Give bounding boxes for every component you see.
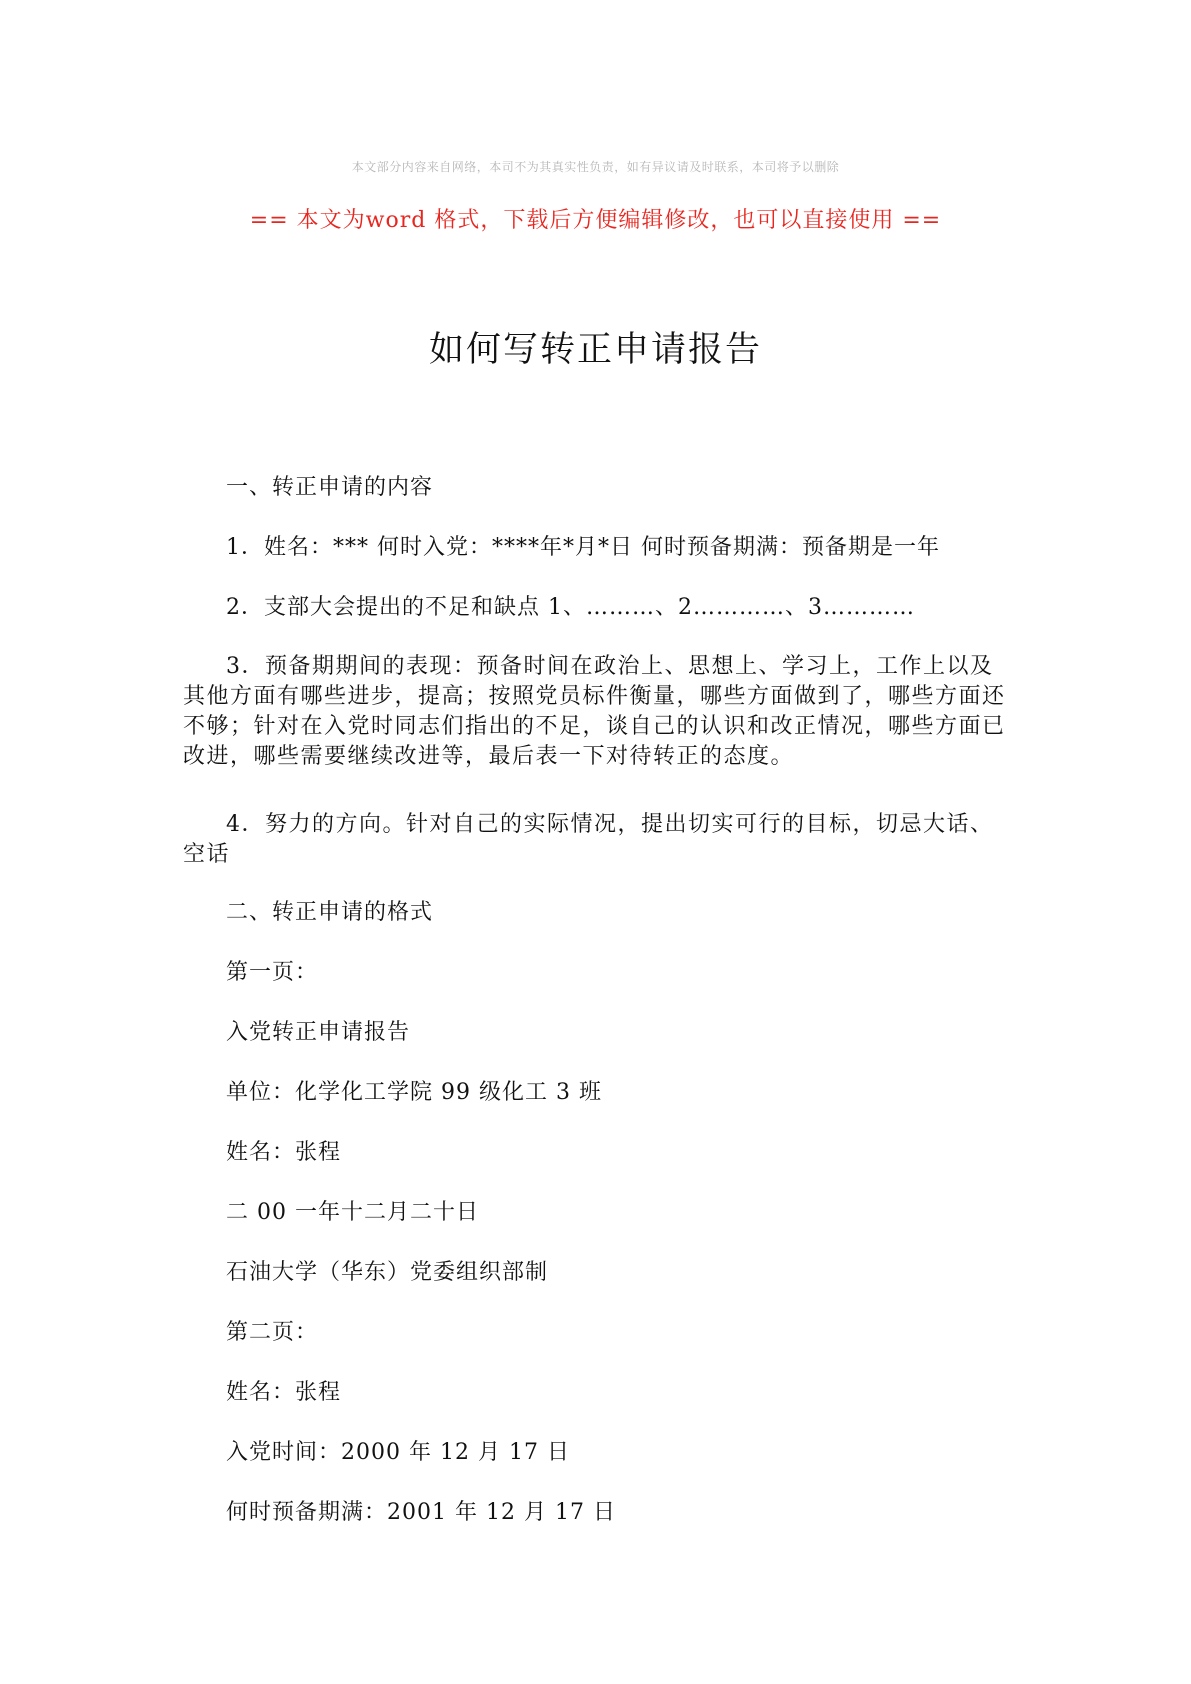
format-notice: == 本文为word 格式，下载后方便编辑修改，也可以直接使用 == (249, 208, 942, 233)
page1-label: 第一页： (226, 960, 319, 985)
name-line-2: 姓名：张程 (226, 1380, 342, 1405)
section2-heading: 二、转正申请的格式 (226, 900, 434, 925)
item-3: 3．预备期期间的表现：预备时间在政治上、思想上、学习上，工作上以及其他方面有哪些进步，提高；按照党员标件衡量，哪些方面做到了，哪些方面还不够；针对在入党时同志们指出的不足，谈自己的认识和改正情况，哪些方面已改进，哪些需要继续改进等，最后表一下对待转正的态度。 (183, 654, 1006, 769)
item-2: 2．支部大会提出的不足和缺点 1、………、2…………、3………… (226, 595, 915, 620)
name-line-1: 姓名：张程 (226, 1140, 342, 1165)
disclaimer-text: 本文部分内容来自网络，本司不为其真实性负责，如有异议请及时联系，本司将予以删除 (351, 160, 840, 174)
probation-end-line: 何时预备期满：2001 年 12 月 17 日 (226, 1500, 616, 1525)
date-line: 二 00 一年十二月二十日 (226, 1200, 479, 1225)
unit-line: 单位：化学化工学院 99 级化工 3 班 (226, 1080, 602, 1105)
document-title: 如何写转正申请报告 (428, 330, 762, 370)
join-date-line: 入党时间：2000 年 12 月 17 日 (226, 1440, 570, 1465)
org-line: 石油大学（华东）党委组织部制 (226, 1260, 549, 1285)
item-4: 4．努力的方向。针对自己的实际情况，提出切实可行的目标，切忌大话、空话 (183, 812, 994, 867)
report-title: 入党转正申请报告 (226, 1020, 411, 1045)
page2-label: 第二页： (226, 1320, 319, 1345)
item-1: 1．姓名：*** 何时入党：****年*月*日 何时预备期满：预备期是一年 (226, 535, 940, 560)
section1-heading: 一、转正申请的内容 (226, 475, 434, 500)
